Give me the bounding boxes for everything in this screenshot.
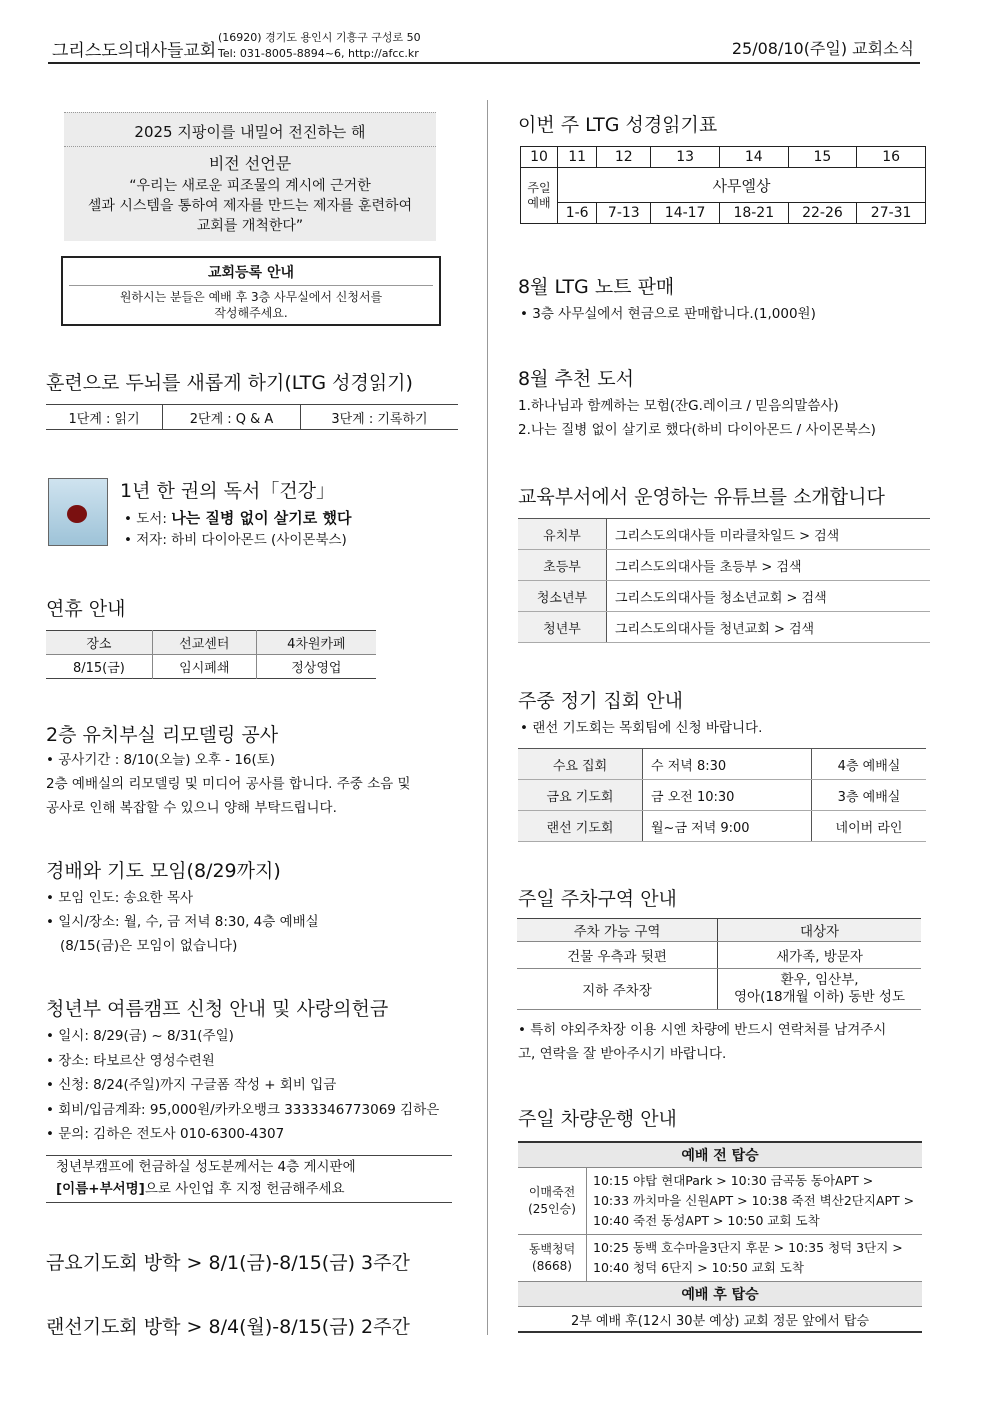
parking-header: 대상자 [718, 919, 922, 942]
registration-line: 원하시는 분들은 예배 후 3층 사무실에서 신청서를 [119, 290, 383, 304]
bus-route-name [518, 1168, 587, 1235]
youtube-table [518, 518, 930, 643]
church-address: (16920) 경기도 용인시 기흥구 구성로 50 [218, 31, 421, 44]
ltg-row-label: 주일 예배 [521, 168, 558, 224]
bus-route-name [518, 1235, 587, 1282]
ltg-chapters: 27-31 [857, 203, 926, 224]
step-2: 2단계 : Q & A [163, 405, 301, 430]
ltg-day: 15 [788, 147, 857, 168]
meeting-time: 금 오전 10:30 [643, 780, 812, 811]
remodel-period: • 공사기간 : 8/10(오늘) 오후 - 16(토) [46, 748, 275, 772]
vision-subtitle: 비전 선언문 [208, 154, 292, 173]
bus-route-name-line: (8668) [532, 1259, 572, 1273]
ltg-day: 16 [857, 147, 926, 168]
meetings-table [518, 748, 926, 842]
vision-box [64, 112, 436, 241]
vision-quote-line: 교회를 개척한다” [196, 218, 304, 234]
training-title: 훈련으로 두뇌를 새롭게 하기(LTG 성경읽기) [46, 372, 413, 394]
parking-target-line: 환우, 임산부, [780, 972, 859, 988]
remodel-desc-line: 공사로 인해 복잡할 수 있으니 양해 부탁드립니다. [46, 800, 337, 816]
registration-text [63, 289, 439, 321]
ltg-note-title: 8월 LTG 노트 판매 [518, 276, 675, 298]
parking-note-line: • 특히 야외주차장 이용 시엔 차량에 반드시 연락처를 남겨주시 [518, 1018, 886, 1042]
vision-quote-line: “우리는 새로운 피조물의 계시에 근거한 [129, 178, 371, 194]
worship-title: 경배와 기도 모임(8/29까지) [46, 860, 281, 882]
books-list [518, 394, 876, 442]
camp-title: 청년부 여름캠프 신청 안내 및 사랑의헌금 [46, 998, 389, 1020]
step-3: 3단계 : 기록하기 [300, 405, 458, 430]
parking-note [518, 1018, 886, 1066]
reading-title: 1년 한 권의 독서「건강」 [120, 480, 336, 502]
camp-details [46, 1024, 439, 1147]
ltg-chapters: 22-26 [788, 203, 857, 224]
books-title: 8월 추천 도서 [518, 368, 634, 390]
holiday-cell: 임시폐쇄 [152, 655, 256, 679]
ltg-chapters: 18-21 [719, 203, 788, 224]
bus-stop-line: 10:33 까치마을 신원APT > 10:38 죽전 벽산2단지APT > [593, 1193, 915, 1208]
parking-target: 새가족, 방문자 [718, 942, 922, 969]
bus-route-name-line: 동백청덕 [528, 1242, 576, 1256]
ltg-day: 12 [597, 147, 651, 168]
camp-item: • 문의: 김하은 전도사 010-6300-4307 [46, 1122, 439, 1147]
parking-target [718, 969, 922, 1010]
ltg-chapters: 7-13 [597, 203, 651, 224]
meetings-note: • 랜선 기도회는 목회팀에 신청 바랍니다. [520, 716, 762, 740]
meeting-place: 4층 예배실 [812, 749, 927, 780]
parking-table [517, 918, 921, 1010]
column-divider [487, 100, 488, 1335]
meetings-title: 주중 정기 집회 안내 [518, 690, 683, 712]
bus-stop-line: 10:40 청덕 6단지 > 10:50 교회 도착 [593, 1260, 804, 1275]
book-cover-image [48, 478, 108, 546]
step-1: 1단계 : 읽기 [68, 411, 140, 427]
bus-route-stops [587, 1235, 923, 1282]
holiday-header: 장소 [46, 631, 152, 655]
youtube-channel: 그리스도의대사들 청소년교회 > 검색 [607, 581, 931, 612]
church-name: 그리스도의대사들교회 [52, 41, 217, 61]
bus-route-name-line: 이매죽전 [528, 1185, 576, 1199]
camp-offering-rest: 으로 사인업 후 지정 헌금해주세요 [144, 1181, 345, 1197]
ltg-table-title: 이번 주 LTG 성경읽기표 [518, 114, 718, 136]
reading-author: • 저자: 하비 다이아몬드 (사이몬북스) [124, 528, 347, 552]
parking-zone: 지하 주차장 [517, 969, 718, 1010]
remodel-desc [46, 772, 411, 820]
book-item: 2.나는 질병 없이 살기로 했다(하비 다이아몬드 / 사이몬북스) [518, 422, 876, 438]
book-title: 나는 질병 없이 살기로 했다 [171, 509, 352, 527]
ltg-reading-table [520, 146, 926, 224]
bus-route-stops [587, 1168, 923, 1235]
holiday-title: 연휴 안내 [46, 598, 126, 620]
year-title: 2025 지팡이를 내밀어 전진하는 해 [64, 121, 436, 147]
camp-item: • 회비/입금계좌: 95,000원/카카오뱅크 3333346773069 김하은 [46, 1098, 439, 1123]
youtube-channel: 그리스도의대사들 청년교회 > 검색 [607, 612, 931, 643]
worship-note: (8/15(금)은 모임이 없습니다) [60, 938, 238, 954]
header-divider [48, 62, 920, 64]
ltg-day: 10 [521, 147, 558, 168]
camp-item: • 장소: 타보르산 영성수련원 [46, 1049, 439, 1074]
camp-item: • 일시: 8/29(금) ~ 8/31(주일) [46, 1024, 439, 1049]
ltg-book: 사무엘상 [558, 168, 926, 203]
holiday-header: 4차원카페 [256, 631, 376, 655]
bus-after-text: 2부 예배 후(12시 30분 예상) 교회 정문 앞에서 탑승 [518, 1307, 922, 1333]
meeting-time: 수 저녁 8:30 [643, 749, 812, 780]
meeting-name: 수요 집회 [518, 749, 643, 780]
bus-stop-line: 10:25 동백 호수마을3단지 후문 > 10:35 청덕 3단지 > [593, 1240, 903, 1255]
meeting-place: 3층 예배실 [812, 780, 927, 811]
youtube-dept: 청년부 [518, 612, 607, 643]
remodel-desc-line: 2층 예배실의 리모델링 및 미디어 공사를 합니다. 주중 소음 및 [46, 776, 411, 792]
worship-leader: • 모임 인도: 송요한 목사 [46, 886, 319, 910]
church-address-block [218, 30, 421, 62]
church-contact: Tel: 031-8005-8894~6, http://afcc.kr [218, 47, 419, 60]
ltg-chapters: 14-17 [651, 203, 720, 224]
bulletin-date-title: 25/08/10(주일) 교회소식 [731, 39, 914, 58]
holiday-cell: 정상영업 [256, 655, 376, 679]
holiday-table [46, 630, 376, 679]
meeting-time: 월~금 저녁 9:00 [643, 811, 812, 842]
camp-offering-bold: [이름+부서명] [56, 1181, 145, 1197]
friday-break-notice: 금요기도회 방학 > 8/1(금)-8/15(금) 3주간 [46, 1252, 410, 1274]
registration-line: 작성해주세요. [214, 306, 288, 320]
holiday-cell: 8/15(금) [72, 661, 125, 676]
lunch-break-notice: 랜선기도회 방학 > 8/4(월)-8/15(금) 2주간 [46, 1316, 410, 1338]
parking-target-line: 영아(18개월 이하) 동반 성도 [734, 989, 905, 1005]
bus-after-head: 예배 후 탑승 [518, 1282, 922, 1307]
youtube-channel: 그리스도의대사들 미라클차일드 > 검색 [607, 519, 931, 550]
training-steps-table [46, 404, 458, 430]
parking-header: 주차 가능 구역 [517, 919, 718, 942]
meeting-place: 네이버 라인 [812, 811, 927, 842]
camp-offering-box [46, 1155, 452, 1203]
bus-stop-line: 10:15 야탑 현대Park > 10:30 금곡동 동아APT > [593, 1173, 874, 1188]
registration-title: 교회등록 안내 [69, 262, 433, 286]
ltg-chapters: 1-6 [558, 203, 597, 224]
bus-before-head: 예배 전 탑승 [518, 1142, 922, 1168]
vision-quote [64, 176, 436, 236]
ltg-note-text: • 3층 사무실에서 현금으로 판매합니다.(1,000원) [520, 302, 816, 326]
youtube-dept: 초등부 [518, 550, 607, 581]
meeting-name: 금요 기도회 [518, 780, 643, 811]
parking-title: 주일 주차구역 안내 [518, 888, 677, 910]
bus-table [518, 1141, 922, 1333]
holiday-header: 선교센터 [152, 631, 256, 655]
meeting-name: 랜선 기도회 [518, 811, 643, 842]
parking-zone: 건물 우측과 뒷편 [517, 942, 718, 969]
registration-box [61, 256, 441, 326]
ltg-day: 14 [719, 147, 788, 168]
youtube-channel: 그리스도의대사들 초등부 > 검색 [607, 550, 931, 581]
bus-route-name-line: (25인승) [528, 1202, 576, 1216]
ltg-day: 13 [651, 147, 720, 168]
camp-item: • 신청: 8/24(주일)까지 구글폼 작성 + 회비 입금 [46, 1073, 439, 1098]
worship-details [46, 886, 319, 958]
vision-quote-line: 셀과 시스템을 통하여 제자를 만드는 제자를 훈련하여 [87, 198, 413, 214]
camp-offering-line: 청년부캠프에 헌금하실 성도분께서는 4층 게시판에 [56, 1159, 356, 1175]
bus-stop-line: 10:40 죽전 동성APT > 10:50 교회 도착 [593, 1213, 820, 1228]
worship-schedule: • 일시/장소: 월, 수, 금 저녁 8:30, 4층 예배실 [46, 910, 319, 934]
book-label: • 도서: [124, 511, 171, 527]
book-item: 1.하나님과 함께하는 모험(잔G.레이크 / 믿음의말씀사) [518, 398, 839, 414]
remodel-title: 2층 유치부실 리모델링 공사 [46, 724, 279, 746]
youtube-dept: 유치부 [518, 519, 607, 550]
parking-note-line: 고, 연락을 잘 받아주시기 바랍니다. [518, 1046, 727, 1062]
camp-offering-line [56, 1178, 452, 1200]
youtube-dept: 청소년부 [518, 581, 607, 612]
bus-title: 주일 차량운행 안내 [518, 1108, 677, 1130]
ltg-day: 11 [558, 147, 597, 168]
youtube-title: 교육부서에서 운영하는 유튜브를 소개합니다 [518, 486, 885, 508]
